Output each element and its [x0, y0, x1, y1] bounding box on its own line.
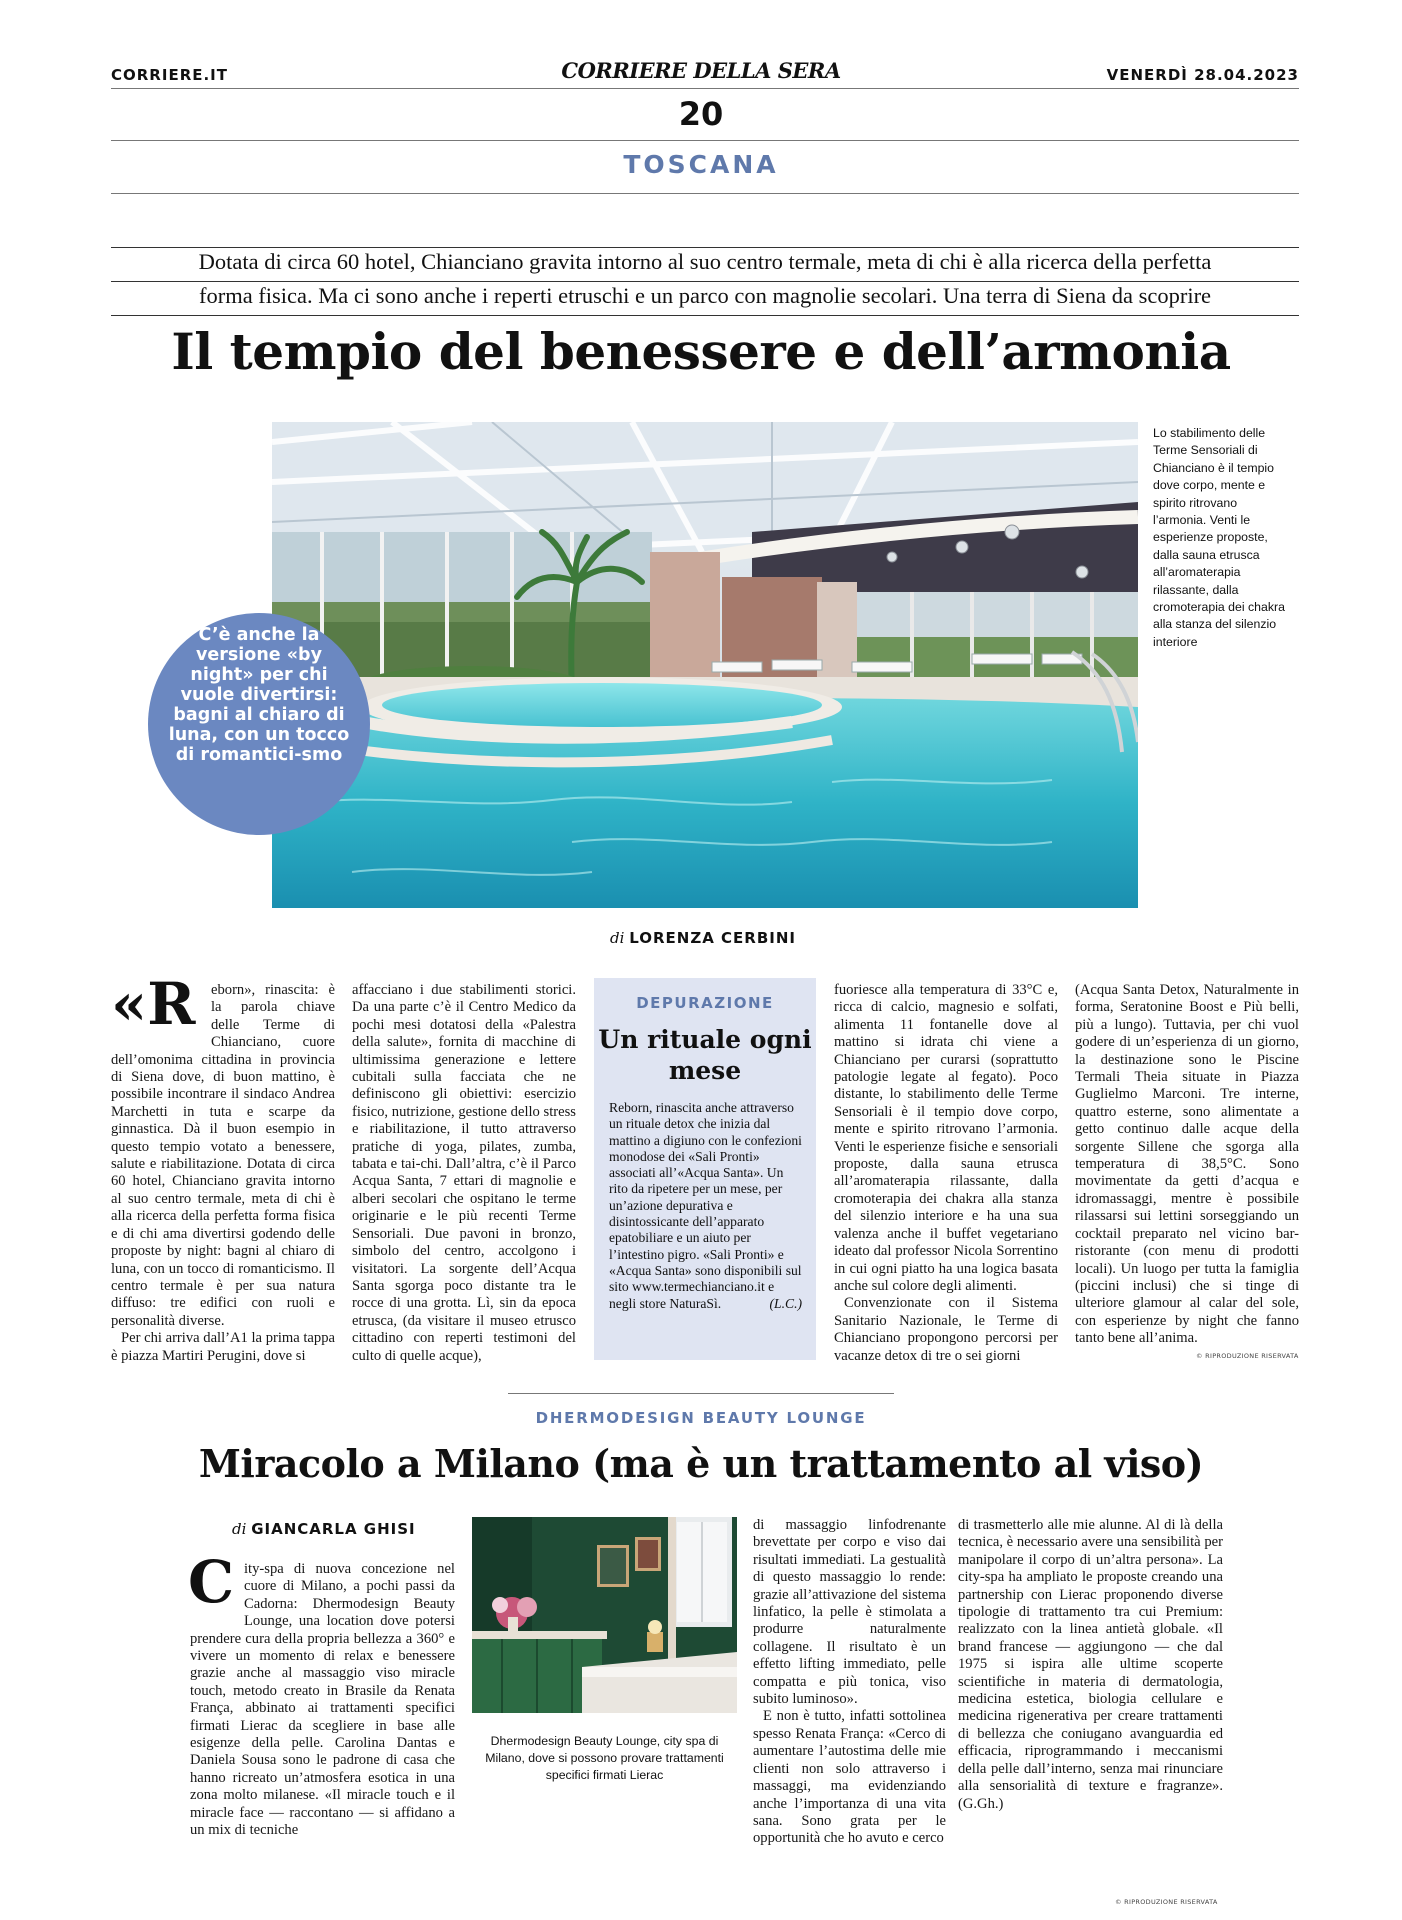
body-column-1 — [111, 982, 335, 1365]
header-rule — [111, 88, 1299, 89]
summary-rule-bottom — [111, 315, 1299, 316]
drop-cap: «R — [111, 970, 196, 1038]
sidebar-box — [594, 978, 816, 1360]
author-name: GIANCARLA GHISI — [251, 1520, 416, 1538]
drop-cap: C — [188, 1548, 235, 1616]
spa-photo-caption: Dhermodesign Beauty Lounge, city spa di Milano, dove si possono provare trattamenti specifici firmati Lierac — [485, 1734, 724, 1782]
copyright-notice: © RIPRODUZIONE RISERVATA — [1196, 1352, 1299, 1360]
quote-bubble-text: C’è anche la versione «by night» per chi vuole divertirsi: bagni al chiaro di luna, con un tocco di romantici-smo — [168, 625, 350, 765]
author-name: LORENZA CERBINI — [629, 929, 796, 947]
byline — [610, 929, 796, 947]
summary-line-2: forma fisica. Ma ci sono anche i reperti etruschi e un parco con magnolie secolari. Una terra di Siena da scoprire — [198, 283, 1212, 308]
body-column-2 — [352, 982, 576, 1365]
body-column-4 — [1075, 982, 1299, 1348]
body-paragraph: Convenzionate con il Sistema Sanitario Nazionale, le Terme di Chianciano propongono percorsi per vacanze detox di tre o sei giorni — [834, 1295, 1058, 1364]
article-divider — [508, 1393, 894, 1394]
quote-bubble — [148, 613, 370, 835]
body-paragraph: di massaggio linfodrenante brevettate per corpo e viso dai risultati immediati. La gestualità di questo massaggio lo rende: grazie all’attivazione del sistema linfatico, la pelle è stimolata a produrre naturalmente collagene. Il risultato è un effetto lifting immediato, pelle compatta e più tonica, viso subito luminoso». — [753, 1517, 946, 1708]
copyright-notice: © RIPRODUZIONE RISERVATA — [1115, 1898, 1218, 1906]
summary-line-1: Dotata di circa 60 hotel, Chianciano gravita intorno al suo centro termale, meta di chi è alla ricerca della perfetta — [198, 249, 1212, 274]
article2-column-3 — [958, 1517, 1223, 1813]
section-title: TOSCANA — [623, 150, 779, 179]
section-rule-bottom — [111, 193, 1299, 194]
photo-caption: Lo stabilimento delle Terme Sensoriali di Chianciano è il tempio dove corpo, mente e spirito ritrovano l’armonia. Venti le esperienze proposte, dalla sauna etrusca all’aromaterapia rilassante, dalla cromoterapia dei chakra alla stanza del silenzio interiore — [1153, 426, 1285, 649]
article2-column-1 — [190, 1561, 455, 1840]
page-number: 20 — [678, 95, 724, 133]
masthead-logo: CORRIERE DELLA SERA — [561, 58, 841, 83]
sidebar-kicker: DEPURAZIONE — [636, 994, 774, 1012]
body-paragraph: eborn», rinascita: è la parola chiave delle Terme di Chianciano, cuore dell’omonima cittadina in provincia di Siena dove, di buon mattino, è possibile incontrare il sindaco Andrea Marchetti in tuta e scarpe da ginnastica. Dà il buon esempio in questo tempio votato a benessere, salute e riabilitazione. Dotata di circa 60 hotel, Chianciano gravita intorno al suo centro termale, meta di chi è alla ricerca della perfetta forma fisica e di chi ama divertirsi godendo delle proposte by night: bagni al chiaro di luna, con un tocco di romanticismo. Il centro termale è per sua natura diffuso: tre edifici con ruoli e personalità diverse. — [111, 982, 335, 1329]
body-paragraph: affacciano i due stabilimenti storici. Da una parte c’è il Centro Medico da pochi mesi dotatosi della «Palestra della salute», fornita di macchine di ultimissima generazione e lettere cubitali sulla facciata che ne definiscono gli obiettivi: esercizio fisico, nutrizione, gestione dello stress e riabilitazione, il tutto attraverso pratiche di yoga, pilates, zumba, tabata e tai-chi. Dall’altra, c’è il Parco Acqua Santa, 7 ettari di magnolie e alberi secolari che ospitano le terme originarie e le più recenti Terme Sensoriali. Due pavoni in bronzo, simbolo del centro, accolgono i visitatori. La sorgente dell’Acqua Santa sgorga poco distante tra le rocce di una grotta. Lì, sin da epoca etrusca, (da visitare il museo etrusco cittadino con reperti testimoni del culto di quelle acque), — [352, 982, 576, 1364]
spa-photo — [472, 1517, 737, 1713]
body-paragraph: E non è tutto, infatti sottolinea spesso Renata França: «Cerco di aumentare l’autostima delle mie clienti non solo attraverso i massaggi, ma evidenziando anche l’importanza di una vita sana. Sono grata per le opportunità che ho avuto e cerco — [753, 1708, 946, 1847]
article-headline: Il tempio del benessere e dell’armonia — [171, 322, 1231, 381]
byline-prefix: di — [610, 929, 625, 947]
sidebar-title: Un rituale ogni mese — [598, 1025, 812, 1085]
article2-byline — [232, 1520, 416, 1538]
byline-prefix: di — [232, 1520, 247, 1538]
site-name: CORRIERE.IT — [111, 66, 228, 84]
body-column-3 — [834, 982, 1058, 1365]
body-paragraph: ity-spa di nuova concezione nel cuore di Milano, a pochi passi da Cadorna: Dhermodesign Beauty Lounge, una location dove potersi prendere cura della propria bellezza a 360° e vivere un momento di relax e benessere grazie anche al massaggio viso miracle touch, metodo creato in Brasile da Renata França, abbinato ai trattamenti specifici firmati Lierac da scegliere in base alle esigenze della pelle. Carolina Dantas e Daniela Sousa sono le padrone di casa che hanno ricreato un’atmosfera esotica in una zona molto milanese. «Il miracle touch e il miracle face — raccontano — si affidano a un mix di tecniche — [190, 1561, 455, 1839]
body-paragraph: di trasmetterlo alle mie alunne. Al di là della tecnica, è necessario avere una sensibilità per manipolare il corpo di un’altra persona». La city-spa ha ampliato le proposte creando una partnership con Lierac proponendo diverse tipologie di trattamento tra cui Premium: realizzato con la linea antietà globale. «Il brand francese — aggiungono — che dal 1975 si ispira alle ultime scoperte scientifiche in materia di dermatologia, medicina estetica, biologia cellulare e medicina rigenerativa per creare trattamenti di bellezza che coniugano avanguardia ed efficacia, riprogrammando i meccanismi della pelle dall’interno, senza mai rinunciare alla sensorialità di texture e fragranze». (G.Gh.) — [958, 1517, 1223, 1812]
body-paragraph: fuoriesce alla temperatura di 33°C e, ricca di calcio, magnesio e solfati, alimenta 11 fontanelle dove al mattino si idrata chi viene a Chianciano per curarsi (soprattutto patologie legate al fegato). Poco distante, lo stabilimento delle Terme Sensoriali è il tempio dove corpo, mente e spirito ritrovano l’armonia. Venti le esperienze fisiche e sensoriali proposte, dalla sauna etrusca all’aromaterapia rilassante, dalla cromoterapia dei chakra alla stanza del silenzio interiore e ha una sua valenza anche il buffet vegetariano ideato dal professor Nicola Sorrentino in cui ogni piatto ha una logica basata anche sul colore degli alimenti. — [834, 982, 1058, 1294]
section-rule-top — [111, 140, 1299, 141]
body-paragraph: Per chi arriva dall’A1 la prima tappa è piazza Martiri Perugini, dove si — [111, 1330, 335, 1364]
body-paragraph: (Acqua Santa Detox, Naturalmente in forma, Seratonine Boost e Più belli, più a lungo). Tuttavia, per chi vuol godere di un’esperienza di un giorno, la destinazione sono le Piscine Termali Theia situate in Piazza Guglielmo Marconi. Tre interne, quattro esterne, sono alimentate a getto continuo dalle acque della sorgente Sillene che sgorga alla temperatura di 38,5°C. Sono movimentate da getti d’acqua e idromassaggi, mentre è possibile rilassarsi sui lettini sorseggiando un cocktail preparato nel vicino bar-ristorante (con menu di prodotti locali). Un luogo per tutta la famiglia (piccini inclusi) che si tinge di ulteriore glamour al calar del sole, con esperienze by night che fanno tanto bene all’anima. — [1075, 982, 1299, 1347]
issue-date: VENERDÌ 28.04.2023 — [1106, 66, 1299, 84]
sidebar-body: Reborn, rinascita anche attraverso un rituale detox che inizia dal mattino a digiuno con le confezioni monodose dei «Sali Pronti» associati all’«Acqua Santa». Un rito da ripetere per un mese, per un’azione depurativa e disintossicante dell’apparato epatobiliare e un aiuto per l’intestino pigro. «Sali Pronti» e «Acqua Santa» sono disponibili sul sito www.termechianciano.it e negli store NaturaSì. (L.C.) — [609, 1100, 802, 1311]
article2-kicker: DHERMODESIGN BEAUTY LOUNGE — [535, 1409, 867, 1427]
article2-column-2 — [753, 1517, 946, 1848]
article2-headline: Miracolo a Milano (ma è un trattamento al viso) — [198, 1441, 1204, 1486]
pool-photo — [272, 422, 1138, 908]
sidebar-signature: (L.C.) — [769, 1295, 802, 1311]
